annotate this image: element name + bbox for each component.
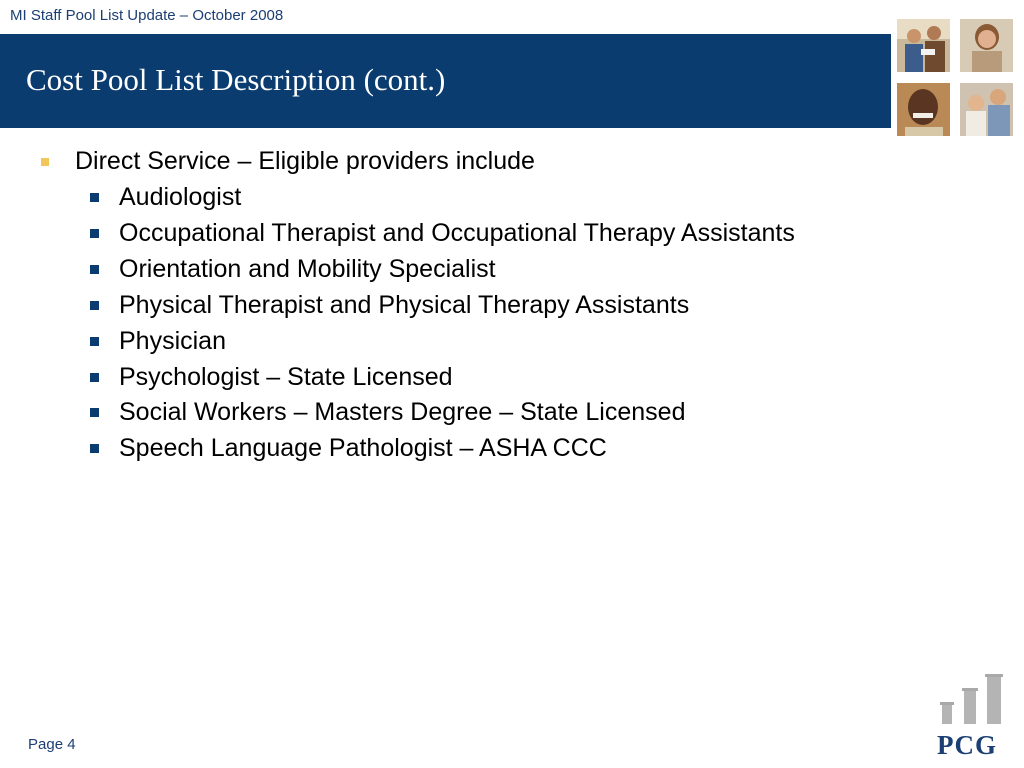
list-item: [119, 434, 607, 463]
sub-bullet-marker: [90, 265, 99, 274]
list-item: [119, 255, 496, 284]
business-people-photo: [897, 19, 950, 72]
women-working-photo: [960, 83, 1013, 136]
list-item: [119, 363, 453, 392]
main-bullet-text: Direct Service – Eligible providers include: [75, 147, 535, 175]
provider-text: Physician: [119, 327, 226, 355]
sub-bullet-marker: [90, 373, 99, 382]
sub-bullet-marker: [90, 193, 99, 202]
provider-text: Occupational Therapist and Occupational Therapy Assistants: [119, 219, 795, 247]
provider-text: Orientation and Mobility Specialist: [119, 255, 496, 283]
bullet-marker: [41, 158, 49, 166]
main-bullet: [75, 147, 535, 176]
provider-text: Psychologist – State Licensed: [119, 363, 453, 391]
sub-bullet-marker: [90, 301, 99, 310]
list-item: [119, 219, 795, 248]
provider-text: Physical Therapist and Physical Therapy Assistants: [119, 291, 690, 319]
slide-title: Cost Pool List Description (cont.): [26, 62, 446, 97]
list-item: [119, 398, 685, 427]
provider-text: Speech Language Pathologist – ASHA CCC: [119, 434, 607, 462]
sub-bullet-marker: [90, 229, 99, 238]
list-item: [119, 183, 241, 212]
list-item: [119, 291, 689, 320]
sub-bullet-marker: [90, 337, 99, 346]
provider-text: Audiologist: [119, 183, 242, 211]
smiling-man-photo: [897, 83, 950, 136]
provider-text: Social Workers – Masters Degree – State Licensed: [119, 398, 686, 426]
photo-collage: [891, 15, 1024, 139]
list-item: [119, 327, 226, 356]
page-number: Page 4: [28, 736, 76, 753]
sub-bullet-marker: [90, 444, 99, 453]
document-header-title: MI Staff Pool List Update – October 2008: [10, 7, 284, 24]
sub-bullet-marker: [90, 408, 99, 417]
pcg-logo-text: PCG: [937, 730, 997, 760]
woman-portrait-photo: [960, 19, 1013, 72]
